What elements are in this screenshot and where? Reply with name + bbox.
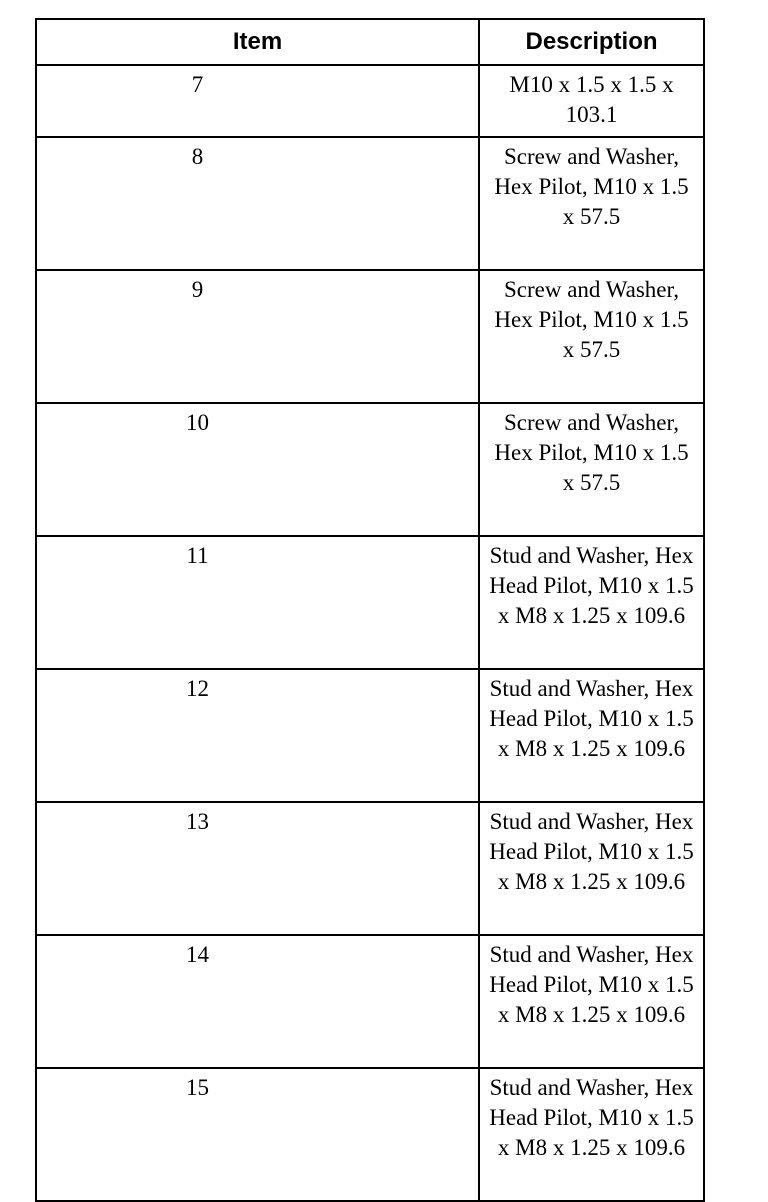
- column-header-description: Description: [479, 19, 704, 65]
- table-row: [36, 270, 704, 403]
- table-body: [36, 65, 704, 1201]
- item-number: 13: [36, 802, 479, 935]
- item-description: Stud and Washer, Hex Head Pilot, M10 x 1.5 x M8 x 1.25 x 109.6: [479, 669, 704, 802]
- item-number: 10: [36, 403, 479, 536]
- item-number: 9: [36, 270, 479, 403]
- table-row: [36, 137, 704, 270]
- item-description: Screw and Washer, Hex Pilot, M10 x 1.5 x 57.5: [479, 270, 704, 403]
- item-description: Stud and Washer, Hex Head Pilot, M10 x 1.5 x M8 x 1.25 x 109.6: [479, 935, 704, 1068]
- table-row: [36, 669, 704, 802]
- table-row: [36, 403, 704, 536]
- parts-table: [35, 18, 705, 1202]
- column-header-item: Item: [36, 19, 479, 65]
- header-row: [36, 19, 704, 65]
- table-row: [36, 1068, 704, 1201]
- item-number: 11: [36, 536, 479, 669]
- item-description: Screw and Washer, Hex Pilot, M10 x 1.5 x 57.5: [479, 403, 704, 536]
- item-description: Stud and Washer, Hex Head Pilot, M10 x 1.5 x M8 x 1.25 x 109.6: [479, 1068, 704, 1201]
- table-row: [36, 935, 704, 1068]
- table-header: [36, 19, 704, 65]
- item-description: Screw and Washer, Hex Pilot, M10 x 1.5 x 57.5: [479, 137, 704, 270]
- item-number: 14: [36, 935, 479, 1068]
- item-description: Stud and Washer, Hex Head Pilot, M10 x 1.5 x M8 x 1.25 x 109.6: [479, 802, 704, 935]
- item-number: 12: [36, 669, 479, 802]
- table-row: [36, 65, 704, 137]
- item-number: 15: [36, 1068, 479, 1201]
- item-description: M10 x 1.5 x 1.5 x 103.1: [479, 65, 704, 137]
- item-description: Stud and Washer, Hex Head Pilot, M10 x 1.5 x M8 x 1.25 x 109.6: [479, 536, 704, 669]
- table-row: [36, 536, 704, 669]
- table-row: [36, 802, 704, 935]
- item-number: 7: [36, 65, 479, 137]
- item-number: 8: [36, 137, 479, 270]
